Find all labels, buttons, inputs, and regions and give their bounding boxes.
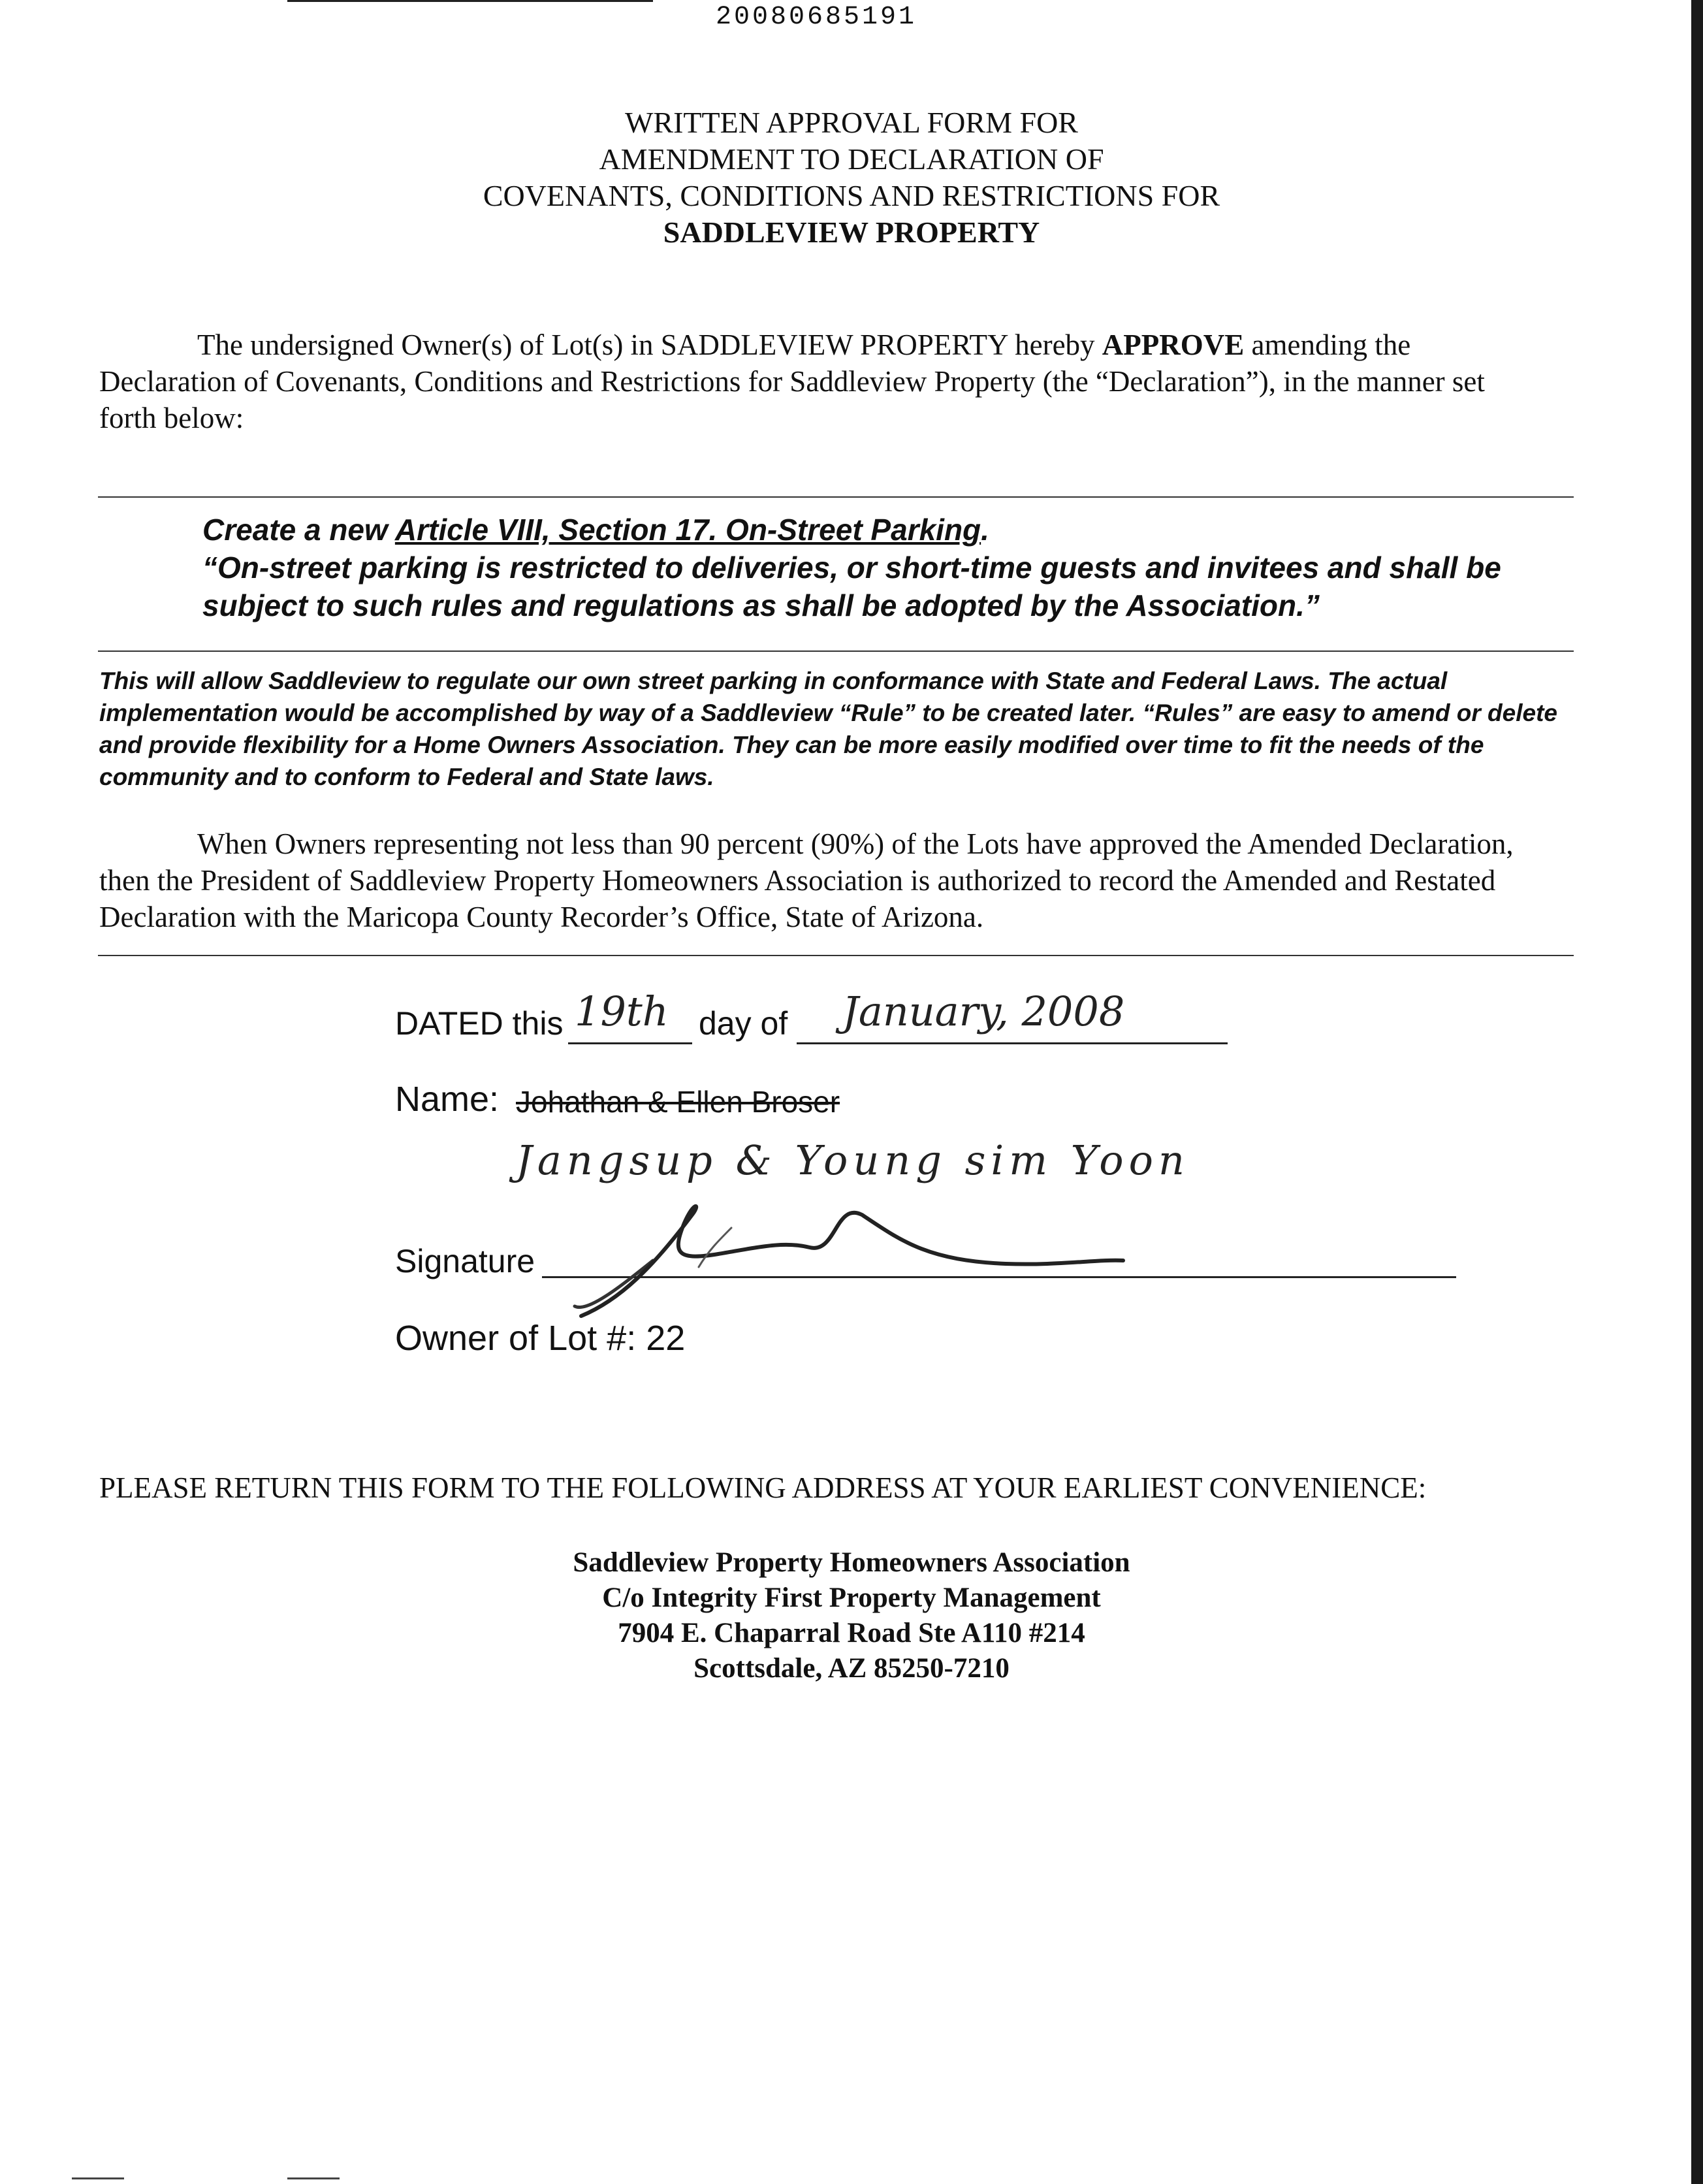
address-line-1: Saddleview Property Homeowners Association: [573, 1547, 1130, 1578]
day-handwritten: 19th: [575, 988, 669, 1035]
name-label: Name:: [395, 1080, 500, 1119]
lot-number-row: [395, 1318, 685, 1358]
amendment-article: Article VIII, Section 17. On-Street Parking: [394, 513, 981, 547]
dated-label: DATED this: [395, 1005, 564, 1042]
amendment-heading: Create a new Article VIII, Section 17. On-Street Parking.: [202, 513, 989, 547]
signature-stroke-2: [581, 1206, 1123, 1316]
month-fill-line: [797, 1042, 1228, 1044]
signature-stroke-3: [699, 1228, 731, 1267]
scan-tick-middle: [287, 2177, 340, 2179]
lot-value: 22: [646, 1319, 686, 1358]
title-line-2: AMENDMENT TO DECLARATION OF: [599, 142, 1104, 176]
divider-1: [98, 496, 1574, 498]
scan-tick-left: [72, 2177, 124, 2179]
address-line-2: C/o Integrity First Property Management: [602, 1582, 1101, 1613]
divider-3: [98, 955, 1574, 956]
name-handwritten: Jangsup & Young sim Yoon: [516, 1136, 1190, 1184]
title-line-1: WRITTEN APPROVAL FORM FOR: [625, 106, 1078, 139]
form-title: [0, 104, 1703, 251]
address-line-4: Scottsdale, AZ 85250-7210: [693, 1653, 1010, 1684]
intro-text-after: amending the Declaration of Covenants, Conditions and Restrictions for Saddleview Property (the “Declaration”), in the manner set forth below:: [99, 329, 1485, 434]
name-struck-out: Johathan & Ellen Broser: [516, 1085, 840, 1119]
address-line-3: 7904 E. Chaparral Road Ste A110 #214: [618, 1618, 1085, 1648]
title-line-3: COVENANTS, CONDITIONS AND RESTRICTIONS FOR: [483, 179, 1220, 212]
recording-number: 20080685191: [716, 3, 917, 32]
divider-2: [98, 650, 1574, 652]
signature-scribble: [562, 1176, 1215, 1319]
approval-text: When Owners representing not less than 90 percent (90%) of the Lots have approved the Amended Declaration, then the President of Saddleview Property Homeowners Association is authorized to record the Amended and Restated Declaration with the Maricopa County Recorder’s Office, State of Arizona.: [99, 827, 1514, 933]
intro-text-before: The undersigned Owner(s) of Lot(s) in SADDLEVIEW PROPERTY hereby: [197, 329, 1102, 361]
amendment-text: [202, 511, 1580, 624]
scan-edge-shadow: [1691, 0, 1703, 2184]
return-address: [0, 1545, 1703, 1686]
intro-paragraph: [99, 327, 1523, 436]
signature-label: Signature: [395, 1243, 535, 1279]
title-line-4: SADDLEVIEW PROPERTY: [663, 216, 1040, 249]
month-handwritten: January, 2008: [842, 988, 1125, 1035]
explanation-text: This will allow Saddleview to regulate our own street parking in conformance with State and Federal Laws. The actual implementation would be accomplished by way of a Saddleview “Rule” to be created later. “Rules” are easy to amend or delete and provide flexibility for a Home Owners Association. They can be more easily modified over time to fit the needs of the community and to conform to Federal and State laws.: [99, 667, 1557, 790]
lot-label: Owner of Lot #:: [395, 1319, 637, 1358]
day-of-label: day of: [699, 1005, 788, 1042]
amendment-quote: “On-street parking is restricted to deliveries, or short-time guests and invitees and shall be subject to such rules and regulations as shall be adopted by the Association.”: [202, 551, 1501, 622]
approval-paragraph: [99, 826, 1523, 935]
return-instruction: PLEASE RETURN THIS FORM TO THE FOLLOWING ADDRESS AT YOUR EARLIEST CONVENIENCE:: [99, 1471, 1427, 1504]
top-scan-rule: [287, 0, 653, 2]
signature-stroke-1: [575, 1261, 653, 1308]
intro-approve: APPROVE: [1102, 329, 1245, 361]
day-fill-line: [568, 1042, 692, 1044]
